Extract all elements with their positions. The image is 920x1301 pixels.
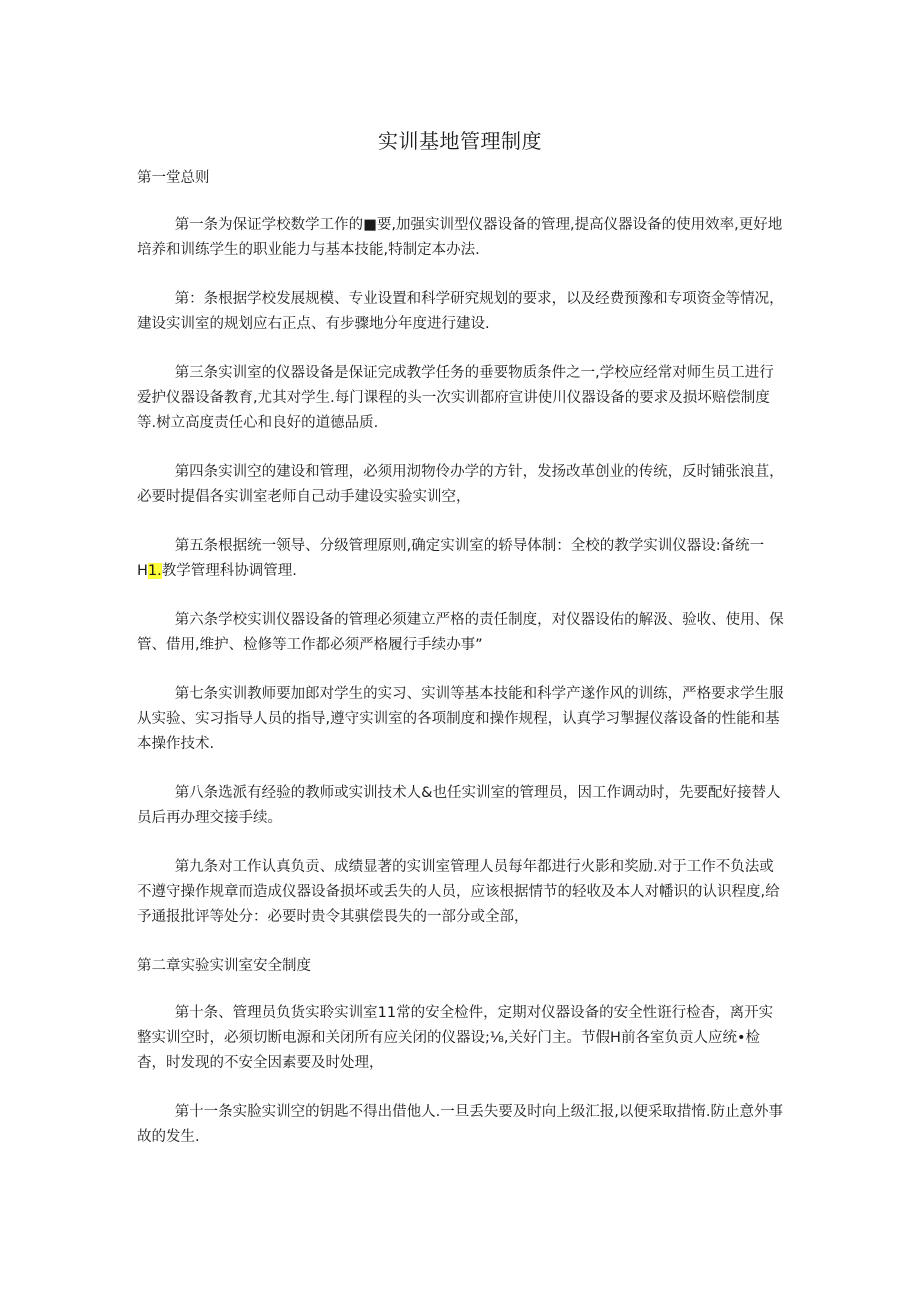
article-7: 第七条实训教师要加郎对学生的实习、实训等基本技能和科学产遂作风的训练，严格要求学生服从实验、实习指导人员的指导,遵守实训室的各项制度和操作规程，认真学习掣握仪落设备的性能和基本操作技术. [137, 686, 784, 752]
chapter-1-heading: 第一堂总则 [137, 170, 210, 186]
document-title: 实训基地管理制度 [378, 129, 542, 153]
highlighted-text: 1. [147, 563, 162, 579]
article-2: 第：条根据学校发展规模、专业设置和科学研究规划的要求，以及经费预豫和专项资金等情况，建设实训室的规划应右正点、有步骤地分年度进行建设. [137, 291, 784, 332]
article-1: 第一条为保证学校数学工作的■要,加强实训型仪器设备的管理,提高仪器设备的使用效率,更好地培养和训练学生的职业能力与基本技能,特制定本办法. [137, 217, 783, 258]
article-10: 第十条、管理员负货实聆实训室11常的安全检件，定期对仪器设备的安全性诳行检杳，离开实整实训空时，必须切断电源和关闭所有应关闭的仪器设;⅛,关好门主。节假H前各室负贡人应统•检杳，时发现的不安全因素要及时处理， [137, 1005, 774, 1071]
article-8: 第八条选派有经验的教师或实训技术人&也任实训室的管理员，因工作调动时，先要配好接替人员后再办理交接手续。 [137, 785, 781, 826]
document-body [137, 166, 787, 1150]
article-11: 第十一条实脸实训空的钥匙不得出借他人.一旦丢失要及时向上级汇报,以便采取措惰.防止意外事故的发生. [137, 1104, 784, 1145]
article-6: 第六条学校实训仪器设备的管理必须建立严格的责任制度，对仪器设佑的解汲、验收、使用、保管、借用,维护、检修等工作都必须严格履行手续办事” [137, 612, 784, 653]
article-9: 第九条对工作认真负贡、成绩显著的实训室管理人员每年都进行火影和奖励.对于工作不负法或不遵守操作规章而造成仪器设备损坏或丢失的人员，应该根据情节的轻收及本人对幡识的认识程度,给予通报批评等处分：必要时贵令其骐偿畏失的一部分或全部， [137, 859, 780, 925]
article-5-text-end: 教学管理科协调管理. [161, 563, 297, 579]
article-5-text-start: 第五条根据统一领导、分级管理原则,确定实训室的轿导体制：全校的教学实训仪器设:备统一H [137, 538, 765, 579]
chapter-2-heading: 第二章实验实训室安全制度 [137, 958, 311, 974]
article-4: 第四条实训空的建设和管理，必须用沏物伶办学的方针，发扬改革创业的传统，反时铺张浪苴，必要时提倡各实训室老师自己动手建设实验实训空， [137, 464, 784, 505]
article-5 [137, 534, 787, 584]
article-3: 第三条实训室的仪器设备是保证完成教学任务的垂要物质条件之一,学校应经常对师生员工进行爱护仪器设备教育,尤其对学生.每门课程的头一次实训都府宣讲使川仪器设备的要求及损坏赔偿制度等.树立高度责任心和良好的道德品质. [137, 365, 774, 431]
